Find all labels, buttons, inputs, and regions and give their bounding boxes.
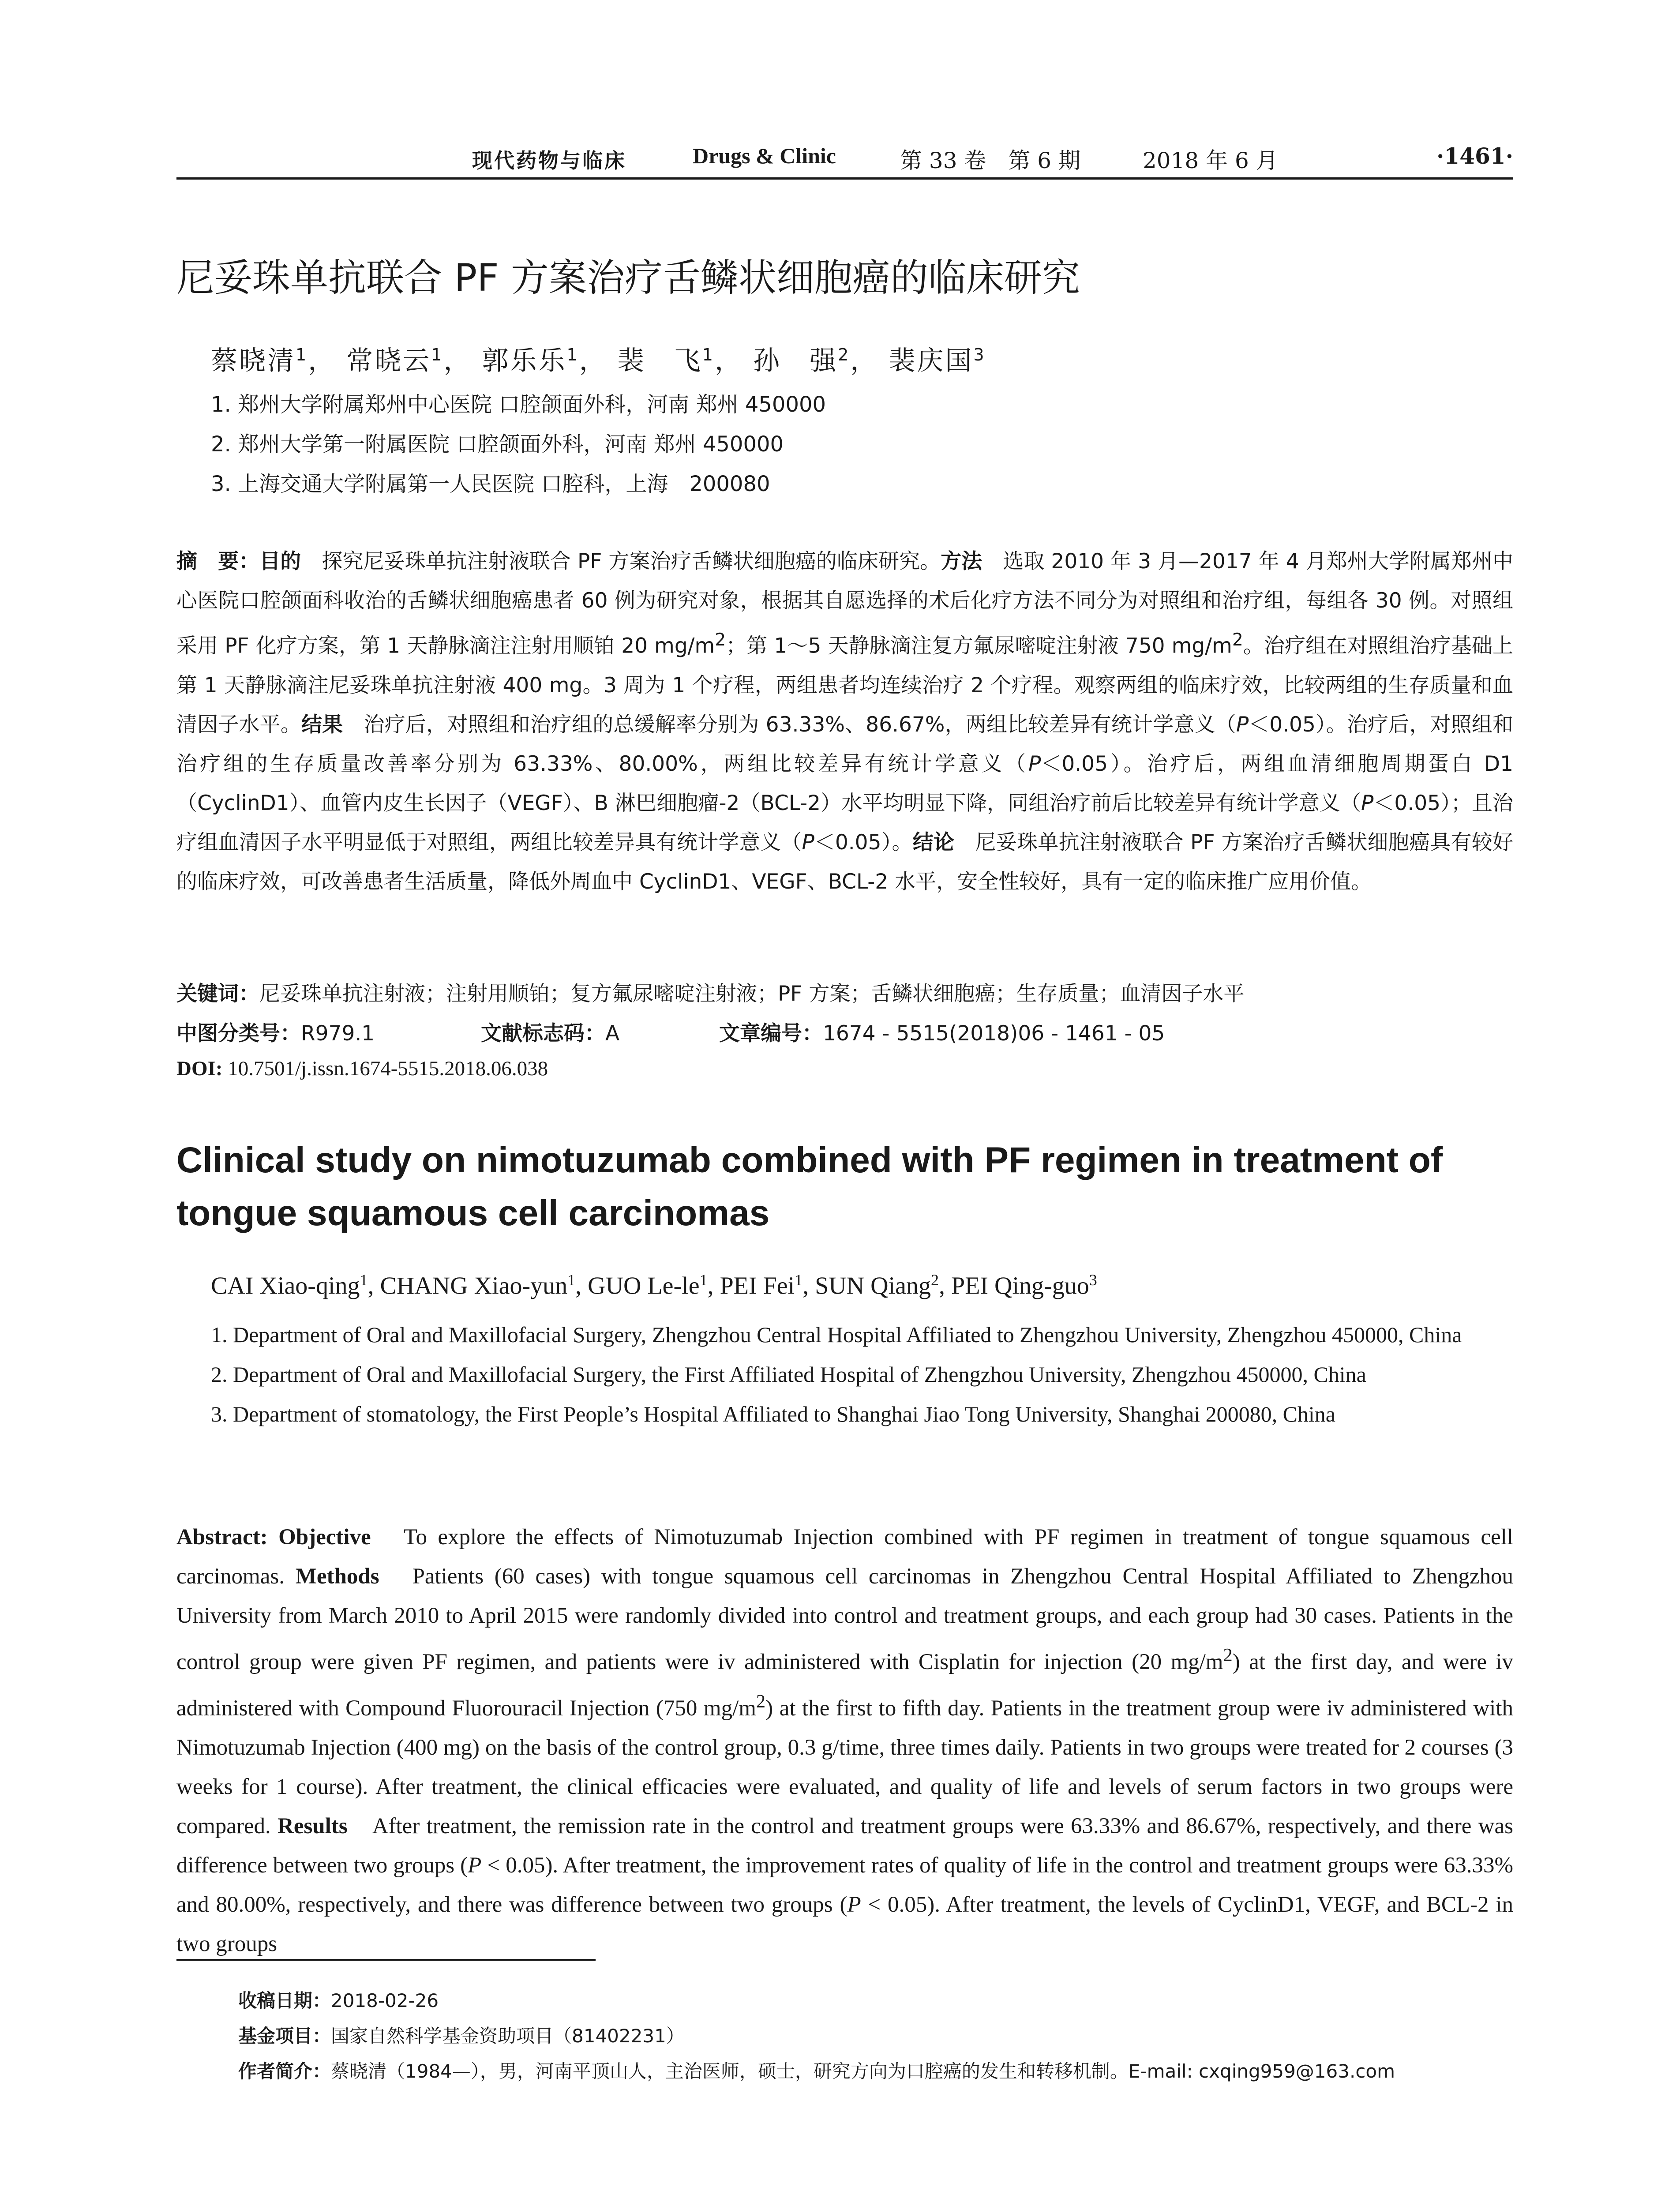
results-label-cn: 结果: [301, 712, 343, 737]
header-rule: [176, 177, 1513, 180]
results-text-en: < 0.05). After treatment, the improvement rates of quality of life in the control and treatment groups were 63.33% and 80.00%, respectively, and there was difference between two groups (: [176, 1853, 1513, 1917]
authors-cn: 蔡晓清$^1$， 常晓云$^1$， 郭乐乐$^1$， 裴 飞$^1$， 孙 强$^2$， 裴庆国$^3$: [211, 345, 986, 376]
author-cn: 蔡晓清: [211, 345, 296, 376]
author-bio: [238, 2054, 1513, 2089]
journal-name-en: Drugs & Clinic: [693, 143, 836, 168]
title-cn: 尼妥珠单抗联合 PF 方案治疗舌鳞状细胞癌的临床研究: [176, 256, 1080, 300]
results-text-cn: 治疗后，对照组和治疗组的总缓解率分别为 63.33%、86.67%，两组比较差异有统计学意义（: [343, 712, 1236, 737]
results-text-en: < 0.05). After treatment, the levels of CyclinD1, VEGF, and BCL-2 in two groups: [176, 1892, 1513, 1956]
article-number-label: 文章编号：: [719, 1021, 823, 1046]
title-en: Clinical study on nimotuzumab combined with PF regimen in treatment of tongue squamous cell carcinomas: [176, 1140, 1443, 1233]
methods-label-en: Methods: [295, 1564, 379, 1589]
methods-text-cn: ；第 1～5 天静脉滴注复方氟尿嘧啶注射液 750 mg/m: [726, 634, 1232, 658]
results-text-en: After treatment, the remission rate in the control and treatment groups were 63.33% and 86.67%, respectively, and there was difference between two groups (: [176, 1814, 1513, 1878]
abstract-label-en: Abstract: Objective: [176, 1525, 371, 1549]
conclusion-text-cn: 尼妥珠单抗注射液联合 PF 方案治疗舌鳞状细胞癌具有较好的临床疗效，可改善患者生活质量，降低外周血中 CyclinD1、VEGF、BCL-2 水平，安全性较好，具有一定的临床推广应用价值。: [176, 830, 1513, 894]
author-cn: 裴庆国: [889, 345, 974, 376]
affiliation-cn: 2. 郑州大学第一附属医院 口腔颌面外科，河南 郑州 450000: [211, 432, 784, 457]
doc-code-label: 文献标志码：: [481, 1021, 605, 1046]
author-affil-sup: 2: [931, 1271, 939, 1289]
author-affil-sup: 1: [702, 345, 715, 364]
author-cn: 孙 强: [753, 345, 838, 376]
author-en: CAI Xiao-qing: [211, 1272, 360, 1300]
keywords-label: 关键词：: [176, 982, 259, 1006]
affiliation-en: 3. Department of stomatology, the First People’s Hospital Affiliated to Shanghai Jiao Tong University, Shanghai 200080, China: [211, 1402, 1335, 1426]
objective-label-cn: 目的: [259, 549, 301, 574]
author-affil-sup: 2: [838, 345, 851, 364]
superscript: 2: [1232, 630, 1243, 650]
author-bio-value: 蔡晓清（1984—），男，河南平顶山人，主治医师，硕士，研究方向为口腔癌的发生和转移机制。E-mail: cxqing959@163.com: [331, 2060, 1395, 2082]
authors-en: CAI Xiao-qing$^1$, CHANG Xiao-yun$^1$, GUO $Le-le^1$, PEI Fei$^1$, SUN Qiang$^2$, PEI Qing-guo$^3$: [211, 1271, 1097, 1300]
abstract-en: [176, 1518, 1513, 1964]
affiliations-en: [211, 1315, 1513, 1434]
volume-issue: 第 33 卷 第 6 期: [900, 148, 1081, 173]
methods-text-cn: 选取 2010 年 3 月—2017 年 4 月郑州大学附属郑州中心医院口腔颌面科收治的舌鳞状细胞癌患者 60 例为研究对象，根据其自愿选择的术后化疗方法不同分为对照组和治疗组，每组各 30 例。对照组采用 PF 化疗方案，第 1 天静脉滴注注射用顺铂 20 mg/m: [176, 549, 1514, 658]
doi-value: 10.7501/j.issn.1674-5515.2018.06.038: [222, 1057, 548, 1080]
p-value-symbol: P: [1236, 712, 1249, 737]
author-en: PEI Fei: [720, 1272, 795, 1300]
running-header: [176, 140, 1513, 176]
author-affil-sup: 1: [296, 345, 308, 364]
author-en: CHANG Xiao-yun: [380, 1272, 568, 1300]
results-text-cn: ＜0.05）；且治疗组血清因子水平明显低于对照组，两组比较差异具有统计学意义（: [176, 791, 1513, 855]
doc-code-value: A: [605, 1021, 620, 1046]
results-text-cn: ＜0.05）。治疗后，对照组和治疗组的生存质量改善率分别为 63.33%、80.00%，两组比较差异有统计学意义（: [176, 712, 1513, 776]
superscript: 2: [1223, 1645, 1233, 1666]
affiliation-cn: 3. 上海交通大学附属第一人民医院 口腔科，上海 200080: [211, 472, 770, 496]
author-affil-sup: 1: [699, 1271, 708, 1289]
author-affil-sup: 1: [431, 345, 444, 364]
journal-name-cn: 现代药物与临床: [472, 149, 626, 173]
conclusion-label-cn: 结论: [912, 830, 955, 855]
author-cn: 常晓云: [346, 345, 431, 376]
fund-value: 国家自然科学基金资助项目（81402231）: [331, 2025, 685, 2047]
affiliation-en: 2. Department of Oral and Maxillofacial Surgery, the First Affiliated Hospital of Zhengzhou University, Zhengzhou 450000, China: [211, 1362, 1366, 1387]
author-en: SUN Qiang: [815, 1272, 931, 1300]
superscript: 2: [715, 630, 726, 650]
author-bio-label: 作者简介：: [238, 2060, 331, 2082]
doi-label: DOI:: [176, 1057, 223, 1080]
page-number: ·1461·: [1436, 143, 1513, 169]
methods-text-cn: 。治疗组在对照组治疗基础上第 1 天静脉滴注尼妥珠单抗注射液 400 mg。3 周为 1 个疗程，两组患者均连续治疗 2 个疗程。观察两组的临床疗效，比较两组的生存质量和血清因子水平。: [176, 634, 1513, 737]
affiliation-en: 1. Department of Oral and Maxillofacial Surgery, Zhengzhou Central Hospital Affiliated to Zhengzhou University, Zhengzhou 450000, China: [211, 1322, 1462, 1347]
superscript: 2: [756, 1691, 766, 1712]
received-label: 收稿日期：: [238, 1990, 331, 2011]
p-value-symbol: P: [802, 830, 814, 855]
results-label-en: Results: [278, 1814, 348, 1838]
author-affil-sup: 1: [566, 345, 579, 364]
methods-text-en: ) at the first to fifth day. Patients in the treatment group were iv administered with Nimotuzumab Injection (400 mg) on the basis of the control group, 0.3 g/time, three times daily. Patients in two groups were treated for 2 courses (3 weeks for 1 course). After treatment, the clinical efficacies were evaluated, and quality of life and levels of serum factors in two groups were compared.: [176, 1696, 1514, 1838]
author-affil-sup: 1: [795, 1271, 803, 1289]
methods-label-cn: 方法: [941, 549, 982, 574]
methods-text-en: Patients (60 cases) with tongue squamous cell carcinomas in Zhengzhou Central Hospital Affiliated to Zhengzhou University from March 2010 to April 2015 were randomly divided into control and treatment groups, and each group had 30 cases. Patients in the control group were given PF regimen, and patients were iv administered with Cisplatin for injection (20 mg/m: [176, 1564, 1514, 1674]
affiliations-cn: [211, 385, 826, 504]
fund-info: [238, 2018, 1513, 2054]
abstract-label-cn: 摘 要：: [176, 549, 260, 574]
affiliation-cn: 1. 郑州大学附属郑州中心医院 口腔颌面外科，河南 郑州 450000: [211, 392, 826, 417]
results-text-cn: ＜0.05）。: [814, 830, 913, 855]
publication-date: 2018 年 6 月: [1143, 148, 1278, 173]
footnotes: [238, 1983, 1513, 2089]
author-affil-sup: 1: [567, 1271, 576, 1289]
clc-label: 中图分类号：: [176, 1021, 301, 1046]
author-en: PEI Qing-guo: [951, 1272, 1089, 1300]
author-affil-sup: 3: [973, 345, 986, 364]
received-date: [238, 1983, 1513, 2018]
abstract-cn: [176, 542, 1513, 901]
author-en: GUO Le-le: [588, 1272, 700, 1300]
methods-text-en: ) at the first day, and were iv administered with Compound Fluorouracil Injection (750 mg/m: [176, 1650, 1513, 1721]
doi-line: [176, 1057, 1513, 1080]
p-value-symbol: P: [847, 1892, 861, 1917]
author-affil-sup: 3: [1089, 1271, 1097, 1289]
classification-line: [176, 1017, 1513, 1047]
keywords-text: 尼妥珠单抗注射液；注射用顺铂；复方氟尿嘧啶注射液；PF 方案；舌鳞状细胞癌；生存质量；血清因子水平: [259, 982, 1245, 1006]
clc-value: R979.1: [301, 1021, 375, 1046]
author-cn: 裴 飞: [617, 345, 702, 376]
fund-label: 基金项目：: [238, 2025, 331, 2047]
objective-text-cn: 探究尼妥珠单抗注射液联合 PF 方案治疗舌鳞状细胞癌的临床研究。: [301, 549, 941, 574]
p-value-symbol: P: [1028, 751, 1041, 776]
p-value-symbol: P: [468, 1853, 482, 1878]
p-value-symbol: P: [1361, 791, 1374, 815]
objective-text-en: To explore the effects of Nimotuzumab Injection combined with PF regimen in treatment of tongue squamous cell carcinomas.: [176, 1525, 1513, 1589]
keywords-cn: [176, 977, 1513, 1007]
footnote-rule: [176, 1959, 596, 1961]
results-text-cn: ＜0.05）。治疗后，两组血清细胞周期蛋白 D1（CyclinD1）、血管内皮生长因子（VEGF）、B 淋巴细胞瘤-2（BCL-2）水平均明显下降，同组治疗前后比较差异有统计学意义（: [176, 751, 1514, 815]
author-affil-sup: 1: [360, 1271, 368, 1289]
received-value: 2018-02-26: [331, 1990, 439, 2011]
author-cn: 郭乐乐: [482, 345, 567, 376]
article-number-value: 1674 - 5515(2018)06 - 1461 - 05: [823, 1021, 1165, 1046]
